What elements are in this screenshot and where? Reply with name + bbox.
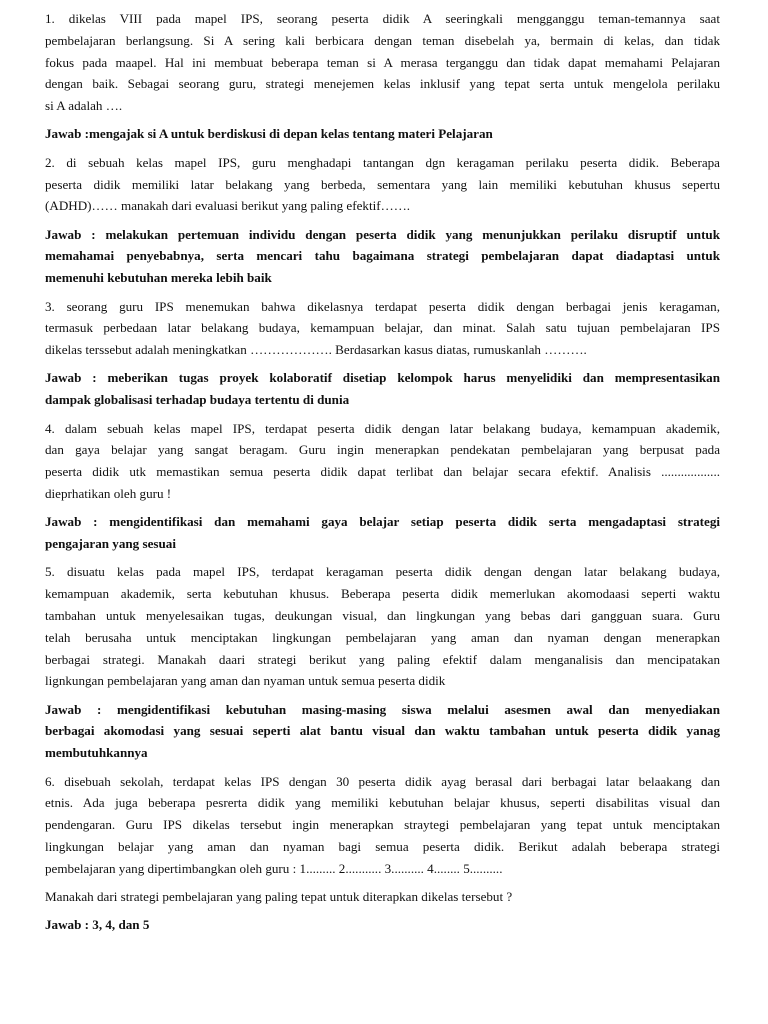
text-line: berbagai strategi. Manakah daari strategi berikut yang paling efektif dalam menganalisis dan mencipatakan <box>45 651 720 667</box>
text-line: membutuhkannya <box>45 745 148 761</box>
text-line: Jawab : mengidentifikasi kebutuhan masing-masing siswa melalui asesmen awal dan menyediakan <box>45 701 720 717</box>
text-line: tambahan untuk menyelesaikan tugas, deukungan visual, dan lingkungan yang bebas dari gangguan suara. Guru <box>45 607 720 623</box>
question-paragraph <box>45 152 720 217</box>
text-line: etnis. Ada juga beberapa pesrerta didik yang memiliki kebutuhan belajar khusus, seperti disabilitas visual dan <box>45 795 720 811</box>
text-line: Jawab : melakukan pertemuan individu dengan peserta didik yang menunjukkan perilaku disruptif untuk <box>45 226 720 242</box>
text-line: memenuhi kebutuhan mereka lebih baik <box>45 270 272 286</box>
answer-paragraph <box>45 511 720 555</box>
answer-paragraph <box>45 123 720 145</box>
text-line: 5. disuatu kelas pada mapel IPS, terdapat keragaman peserta didik dengan dengan latar belakang budaya, <box>45 564 720 580</box>
text-line: (ADHD)…… manakah dari evaluasi berikut yang paling efektif……. <box>45 198 411 214</box>
text-line: fokus pada maapel. Hal ini membuat beberapa teman si A merasa terganggu dan tidak dapat memahami Pelajaran <box>45 54 720 70</box>
text-line: memahamai penyebabnya, serta mencari tahu bagaimana strategi pembelajaran dapat diadaptasi untuk <box>45 248 720 264</box>
text-line: Jawab : meberikan tugas proyek kolaboratif disetiap kelompok harus menyelidiki dan mempresentasikan <box>45 370 720 386</box>
text-line: pendengaran. Guru IPS dikelas tersebut ingin menerapkan straytegi pembelajaran yang tepat untuk menciptakan <box>45 817 720 833</box>
text-line: dampak globalisasi terhadap budaya tertentu di dunia <box>45 392 350 408</box>
text-line: Jawab : 3, 4, dan 5 <box>45 917 150 933</box>
text-line: 2. di sebuah kelas mapel IPS, guru menghadapi tantangan dgn keragaman perilaku peserta didik. Beberapa <box>45 154 720 170</box>
question-paragraph <box>45 418 720 505</box>
text-line: termasuk perbedaan latar belakang budaya, kemampuan belajar, dan minat. Salah satu tujuan pembelajaran IPS <box>45 320 720 336</box>
text-line: kemampuan akademik, serta kebutuhan khusus. Beberapa peserta didik memerlukan akomodaasi seperti waktu <box>45 586 720 602</box>
text-line: telah berusaha untuk menciptakan lingkungan pembelajaran yang aman dan nyaman dengan menerapkan <box>45 629 720 645</box>
text-line: 6. disebuah sekolah, terdapat kelas IPS dengan 30 peserta didik ayag berasal dari berbagai latar belaakang dan <box>45 773 720 789</box>
text-line: peserta didik utk memastikan semua peserta didik dapat terlibat dan belajar secara efektif. Analisis .................. <box>45 464 720 480</box>
answer-paragraph <box>45 224 720 289</box>
text-line: pembelajaran yang dipertimbangkan oleh guru : 1......... 2........... 3.......... 4........ 5.......... <box>45 860 503 876</box>
text-line: berbagai akomodasi yang sesuai seperti alat bantu visual dan waktu tambahan untuk peserta didik yanag <box>45 723 720 739</box>
text-line: dengan baik. Sebagai seorang guru, strategi menejemen kelas inklusif yang tepat serta untuk mengelola perilaku <box>45 76 720 92</box>
text-line: si A adalah …. <box>45 98 123 114</box>
text-line: Jawab :mengajak si A untuk berdiskusi di depan kelas tentang materi Pelajaran <box>45 126 493 142</box>
text-line: dieprhatikan oleh guru ! <box>45 485 172 501</box>
text-line: pengajaran yang sesuai <box>45 536 176 552</box>
text-line: pembelajaran berlangsung. Si A sering kali berbicara dengan teman disebelah ya, bermain di kelas, dan tidak <box>45 32 720 48</box>
text-line: Jawab : mengidentifikasi dan memahami gaya belajar setiap peserta didik serta mengadaptasi strategi <box>45 514 720 530</box>
question-paragraph <box>45 296 720 361</box>
text-line: lingkungan belajar yang aman dan nyaman bagi semua peserta didik. Berikut adalah beberapa strategi <box>45 838 720 854</box>
text-line: 1. dikelas VIII pada mapel IPS, seorang peserta didik A seeringkali mengganggu teman-temannya saat <box>45 11 720 26</box>
text-line: 3. seorang guru IPS menemukan bahwa dikelasnya terdapat peserta didik dengan berbagai jenis keragaman, <box>45 298 720 314</box>
question-paragraph <box>45 8 720 117</box>
text-line: dikelas terssebut adalah meningkatkan ………………. Berdasarkan kasus diatas, rumuskanlah ………. <box>45 342 587 358</box>
text-line: 4. dalam sebuah kelas mapel IPS, terdapat peserta didik dengan latar belakang budaya, kemampuan akademik, <box>45 420 720 436</box>
answer-paragraph <box>45 914 720 936</box>
question-paragraph <box>45 886 720 908</box>
text-line: lignkungan pembelajaran yang aman dan nyaman untuk semua peserta didik <box>45 673 446 689</box>
text-line: peserta didik memiliki latar belakang yang berbeda, sementara yang lain memiliki kebutuhan khusus sepertu <box>45 176 720 192</box>
text-line: dan gaya belajar yang sangat beragam. Guru ingin menerapkan pendekatan pembelajaran yang berpusat pada <box>45 442 720 458</box>
question-paragraph <box>45 561 720 692</box>
answer-paragraph <box>45 367 720 411</box>
text-line: Manakah dari strategi pembelajaran yang paling tepat untuk diterapkan dikelas tersebut ? <box>45 888 513 904</box>
answer-paragraph <box>45 699 720 764</box>
question-paragraph <box>45 771 720 880</box>
